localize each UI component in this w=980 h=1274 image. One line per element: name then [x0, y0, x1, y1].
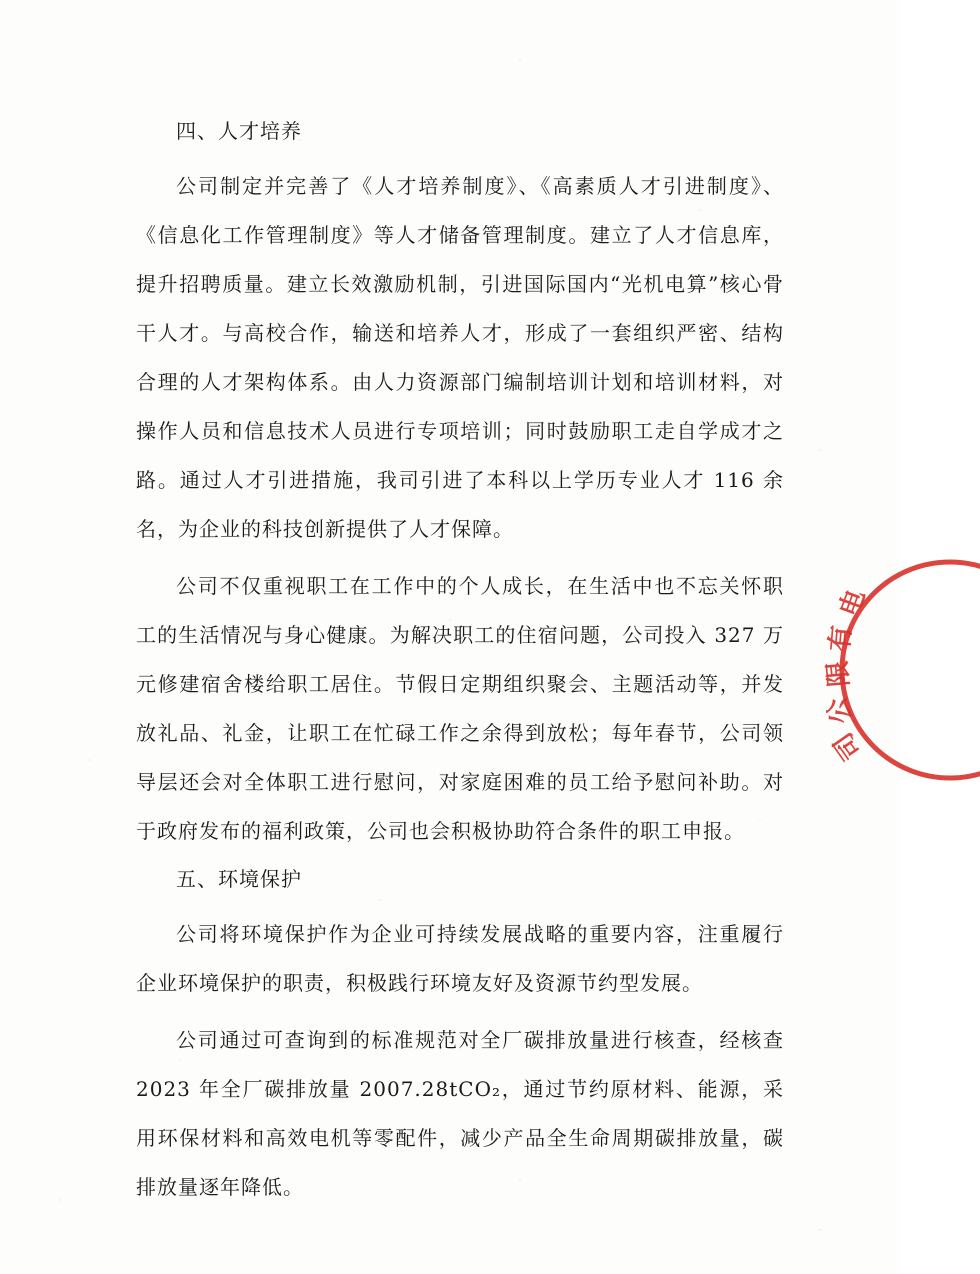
svg-text:电: 电	[834, 585, 872, 621]
paragraph-environment-strategy: 公司将环境保护作为企业可持续发展战略的重要内容，注重履行企业环境保护的职责，积极践行环境友好及资源节约型发展。	[136, 922, 784, 995]
svg-text:限: 限	[822, 659, 855, 689]
paragraph-employee-care: 公司不仅重视职工在工作中的个人成长，在生活中也不忘关怀职工的生活情况与身心健康。为解决职工的住宿问题，公司投入 327 万元修建宿舍楼给职工居住。节假日定期组织聚会、主题活动等，并发放礼品、礼金，让职工在忙碌工作之余得到放松；每年春节，公司领导层还会对全体职工进行慰问，对家庭困难的员工给予慰问补助。对于政府发布的福利政策，公司也会积极协助符合条件的职工申报。	[136, 574, 784, 843]
svg-text:公: 公	[821, 693, 859, 728]
svg-text:有: 有	[825, 624, 858, 653]
paragraph-carbon-emission: 公司通过可查询到的标准规范对全厂碳排放量进行核查，经核查 2023 年全厂碳排放量 2007.28tCO₂，通过节约原材料、能源，采用环保材料和高效电机等零配件，减少产品全生命周期碳排放量，碳排放量逐年降低。	[136, 1028, 784, 1199]
section-heading-talent: 四、人才培养	[176, 119, 302, 143]
section-heading-environment: 五、环境保护	[176, 867, 302, 891]
document-body	[136, 108, 784, 1212]
company-seal-stamp	[821, 540, 980, 800]
paragraph-talent-system: 公司制定并完善了《人才培养制度》、《高素质人才引进制度》、《信息化工作管理制度》等人才储备管理制度。建立了人才信息库，提升招聘质量。建立长效激励机制，引进国际国内“光机电算”核心骨干人才。与高校合作，输送和培养人才，形成了一套组织严密、结构合理的人才架构体系。由人力资源部门编制培训计划和培训材料，对操作人员和信息技术人员进行专项培训；同时鼓励职工走自学成才之路。通过人才引进措施，我司引进了本科以上学历专业人才 116 余名，为企业的科技创新提供了人才保障。	[136, 174, 784, 541]
svg-text:司: 司	[828, 726, 868, 766]
